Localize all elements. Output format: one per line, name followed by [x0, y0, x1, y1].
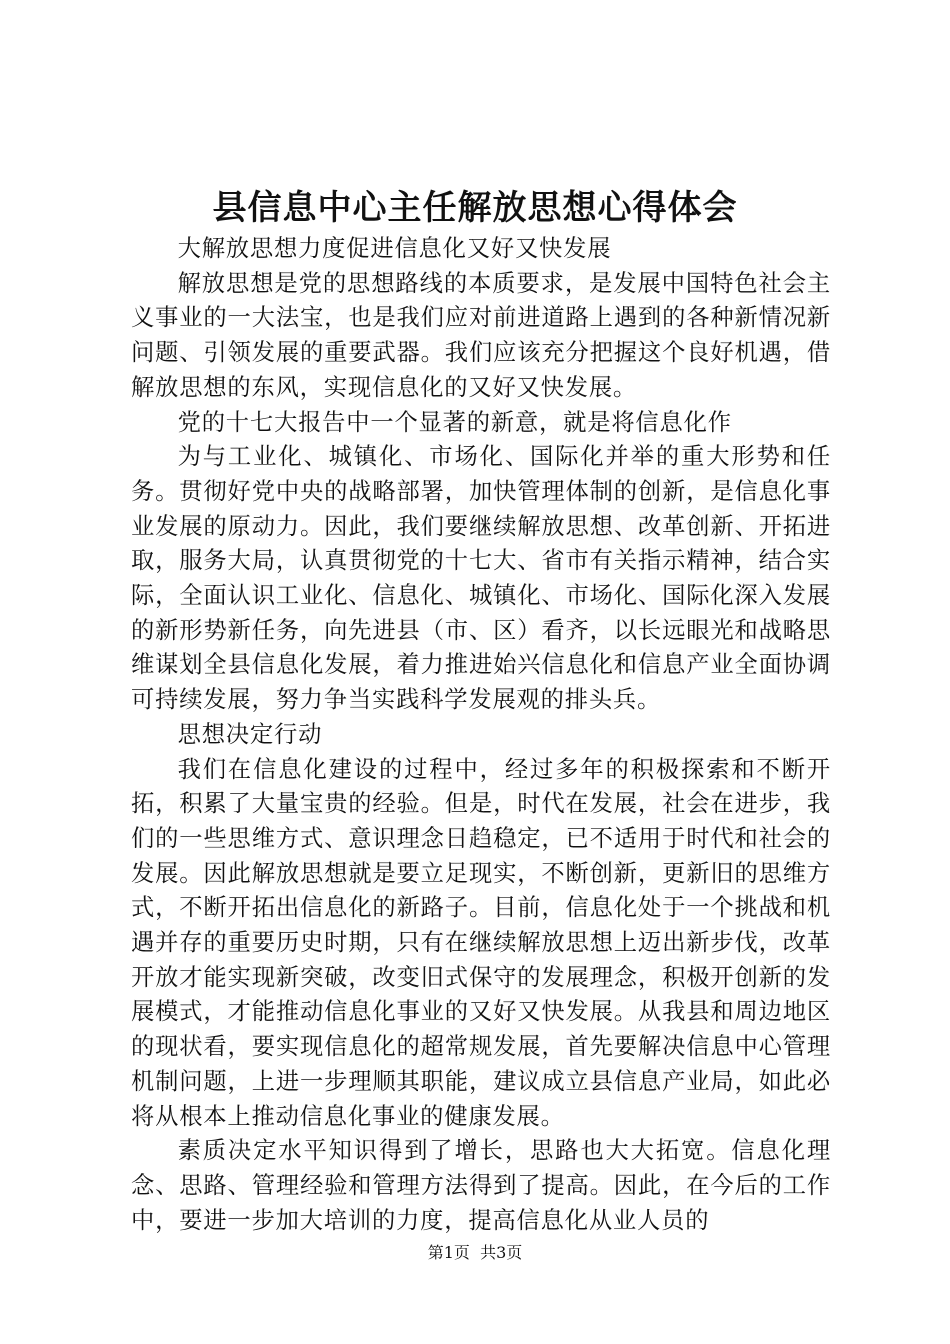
paragraph: 解放思想是党的思想路线的本质要求，是发展中国特色社会主义事业的一大法宝，也是我们应对前进道路上遇到的各种新情况新问题、引领发展的重要武器。我们应该充分把握这个良好机遇，借解放思想的东风，实现信息化的又好又快发展。	[131, 269, 831, 401]
page-total: 共3页	[480, 1243, 523, 1262]
footer-gap	[470, 1243, 480, 1262]
page-number: 第1页	[427, 1243, 470, 1262]
paragraph: 为与工业化、城镇化、市场化、国际化并举的重大形势和任务。贯彻好党中央的战略部署，加快管理体制的创新，是信息化事业发展的原动力。因此，我们要继续解放思想、改革创新、开拓进取，服务大局，认真贯彻党的十七大、省市有关指示精神，结合实际，全面认识工业化、信息化、城镇化、市场化、国际化深入发展的新形势新任务，向先进县（市、区）看齐，以长远眼光和战略思维谋划全县信息化发展，着力推进始兴信息化和信息产业全面协调可持续发展，努力争当实践科学发展观的排头兵。	[131, 443, 831, 714]
page-footer	[0, 1242, 950, 1264]
paragraph-subtitle: 大解放思想力度促进信息化又好又快发展	[177, 235, 612, 262]
paragraph: 素质决定水平知识得到了增长，思路也大大拓宽。信息化理念、思路、管理经验和管理方法得到了提高。因此，在今后的工作中，要进一步加大培训的力度，提高信息化从业人员的	[131, 1137, 831, 1234]
paragraph: 我们在信息化建设的过程中，经过多年的积极探索和不断开拓，积累了大量宝贵的经验。但是，时代在发展，社会在进步，我们的一些思维方式、意识理念日趋稳定，已不适用于时代和社会的发展。因此解放思想就是要立足现实，不断创新，更新旧的思维方式，不断开拓出信息化的新路子。目前，信息化处于一个挑战和机遇并存的重要历史时期，只有在继续解放思想上迈出新步伐，改革开放才能实现新突破，改变旧式保守的发展理念，积极开创新的发展模式，才能推动信息化事业的又好又快发展。从我县和周边地区的现状看，要实现信息化的超常规发展，首先要解决信息中心管理机制问题，上进一步理顺其职能，建议成立县信息产业局，如此必将从根本上推动信息化事业的健康发展。	[131, 755, 831, 1130]
paragraph-section-heading: 思想决定行动	[177, 720, 323, 748]
document-title: 县信息中心主任解放思想心得体会	[212, 188, 738, 228]
document-body	[131, 232, 831, 1238]
paragraph-lead: 党的十七大报告中一个显著的新意，就是将信息化作	[177, 408, 732, 436]
